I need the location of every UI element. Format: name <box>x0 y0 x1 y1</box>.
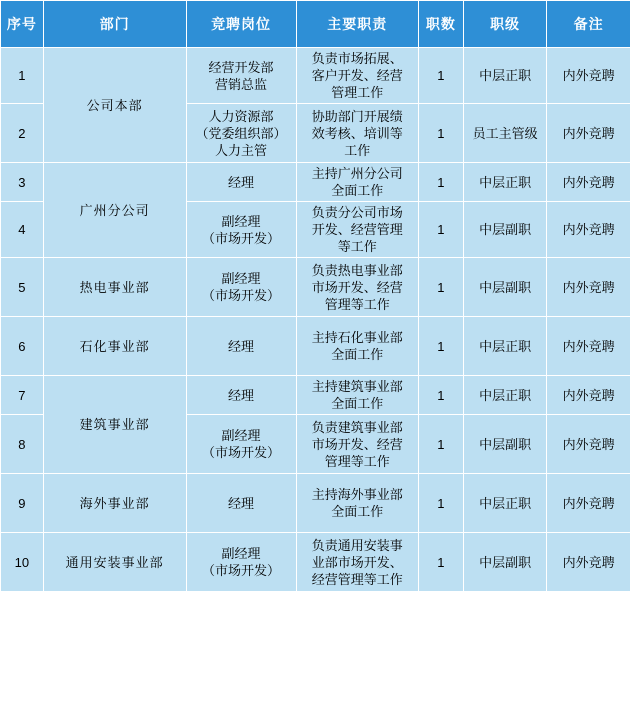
cell-level: 中层正职 <box>463 474 547 533</box>
cell-duty: 主持广州分公司 全面工作 <box>296 163 418 202</box>
header-cell-post: 竞聘岗位 <box>186 1 296 48</box>
cell-duty: 负责建筑事业部 市场开发、经营 管理等工作 <box>296 415 418 474</box>
table-row <box>1 258 631 317</box>
cell-level: 中层正职 <box>463 376 547 415</box>
cell-duty: 负责分公司市场 开发、经营管理 等工作 <box>296 202 418 258</box>
cell-level: 中层正职 <box>463 48 547 104</box>
cell-dept: 公司本部 <box>43 48 186 163</box>
cell-duty: 负责热电事业部 市场开发、经营 管理等工作 <box>296 258 418 317</box>
cell-post: 经理 <box>186 163 296 202</box>
cell-no: 7 <box>1 376 44 415</box>
header-cell-count: 职数 <box>418 1 463 48</box>
table-row <box>1 474 631 533</box>
table-row <box>1 48 631 104</box>
cell-note: 内外竞聘 <box>547 317 631 376</box>
cell-post: 副经理 （市场开发） <box>186 533 296 592</box>
cell-level: 中层副职 <box>463 533 547 592</box>
table-header <box>1 1 631 48</box>
cell-duty: 负责通用安装事 业部市场开发、 经营管理等工作 <box>296 533 418 592</box>
header-row <box>1 1 631 48</box>
cell-no: 1 <box>1 48 44 104</box>
cell-no: 9 <box>1 474 44 533</box>
cell-level: 中层副职 <box>463 415 547 474</box>
table-body <box>1 48 631 592</box>
header-cell-level: 职级 <box>463 1 547 48</box>
cell-level: 员工主管级 <box>463 104 547 163</box>
cell-post: 经营开发部 营销总监 <box>186 48 296 104</box>
cell-post: 经理 <box>186 474 296 533</box>
cell-note: 内外竞聘 <box>547 48 631 104</box>
cell-count: 1 <box>418 104 463 163</box>
cell-dept: 热电事业部 <box>43 258 186 317</box>
cell-count: 1 <box>418 163 463 202</box>
cell-dept: 海外事业部 <box>43 474 186 533</box>
cell-note: 内外竞聘 <box>547 415 631 474</box>
cell-post: 副经理 （市场开发） <box>186 258 296 317</box>
cell-note: 内外竞聘 <box>547 202 631 258</box>
cell-duty: 协助部门开展绩 效考核、培训等 工作 <box>296 104 418 163</box>
cell-note: 内外竞聘 <box>547 533 631 592</box>
cell-post: 人力资源部 （党委组织部） 人力主管 <box>186 104 296 163</box>
table-row <box>1 317 631 376</box>
cell-level: 中层正职 <box>463 317 547 376</box>
cell-count: 1 <box>418 48 463 104</box>
cell-note: 内外竞聘 <box>547 376 631 415</box>
cell-post: 经理 <box>186 317 296 376</box>
header-cell-no: 序号 <box>1 1 44 48</box>
header-cell-note: 备注 <box>547 1 631 48</box>
cell-count: 1 <box>418 415 463 474</box>
cell-level: 中层副职 <box>463 202 547 258</box>
cell-count: 1 <box>418 474 463 533</box>
cell-count: 1 <box>418 258 463 317</box>
cell-no: 5 <box>1 258 44 317</box>
table-row <box>1 376 631 415</box>
cell-level: 中层副职 <box>463 258 547 317</box>
cell-post: 副经理 （市场开发） <box>186 202 296 258</box>
cell-no: 10 <box>1 533 44 592</box>
cell-no: 2 <box>1 104 44 163</box>
cell-dept: 通用安装事业部 <box>43 533 186 592</box>
header-cell-dept: 部门 <box>43 1 186 48</box>
cell-no: 8 <box>1 415 44 474</box>
cell-duty: 主持石化事业部 全面工作 <box>296 317 418 376</box>
cell-note: 内外竞聘 <box>547 163 631 202</box>
cell-count: 1 <box>418 202 463 258</box>
cell-note: 内外竞聘 <box>547 474 631 533</box>
cell-count: 1 <box>418 533 463 592</box>
cell-post: 经理 <box>186 376 296 415</box>
cell-note: 内外竞聘 <box>547 258 631 317</box>
header-cell-duty: 主要职责 <box>296 1 418 48</box>
cell-dept: 建筑事业部 <box>43 376 186 474</box>
cell-no: 6 <box>1 317 44 376</box>
cell-duty: 负责市场拓展、 客户开发、经营 管理工作 <box>296 48 418 104</box>
cell-dept: 石化事业部 <box>43 317 186 376</box>
cell-no: 4 <box>1 202 44 258</box>
cell-post: 副经理 （市场开发） <box>186 415 296 474</box>
cell-level: 中层正职 <box>463 163 547 202</box>
cell-note: 内外竞聘 <box>547 104 631 163</box>
table-row <box>1 163 631 202</box>
cell-duty: 主持建筑事业部 全面工作 <box>296 376 418 415</box>
cell-duty: 主持海外事业部 全面工作 <box>296 474 418 533</box>
cell-no: 3 <box>1 163 44 202</box>
cell-count: 1 <box>418 376 463 415</box>
table-row <box>1 533 631 592</box>
cell-count: 1 <box>418 317 463 376</box>
cell-dept: 广州分公司 <box>43 163 186 258</box>
